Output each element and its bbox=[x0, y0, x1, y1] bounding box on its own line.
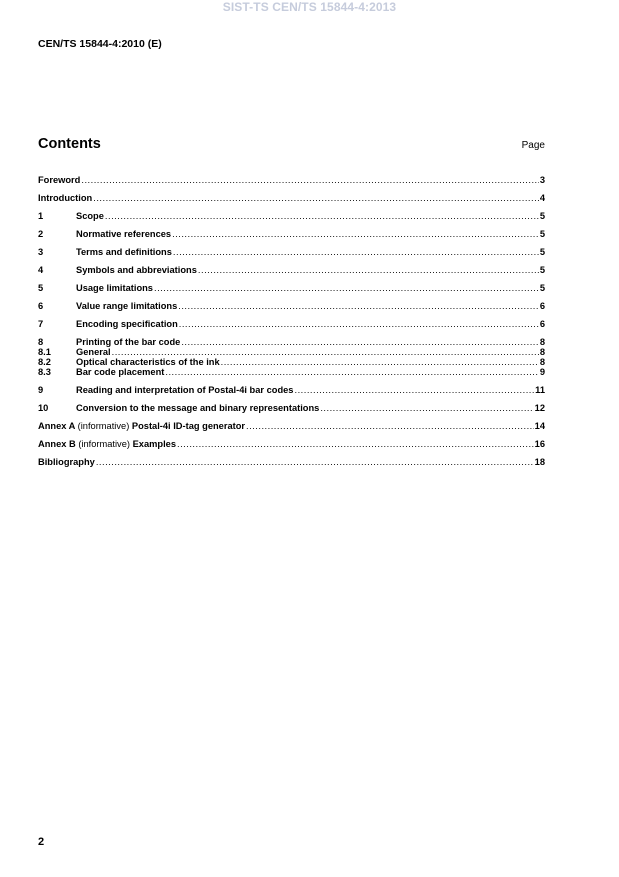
toc-entry-title: Printing of the bar code bbox=[76, 337, 181, 347]
toc-entry-number: 4 bbox=[38, 265, 44, 275]
toc-entry-number: 7 bbox=[38, 319, 44, 329]
toc-entry-bar-code-placement[interactable] bbox=[38, 367, 545, 377]
toc-entry-terms-and-definitions[interactable] bbox=[38, 247, 545, 257]
footer-page-number: 2 bbox=[38, 836, 45, 848]
toc-entry-title: Scope bbox=[76, 211, 104, 221]
dot-leader bbox=[112, 347, 539, 357]
dot-leader bbox=[198, 265, 539, 275]
annex-qualifier: (informative) bbox=[78, 439, 130, 449]
toc-entry-page: 11 bbox=[535, 385, 545, 395]
toc-entry-title: Usage limitations bbox=[76, 283, 153, 293]
toc-entry-page: 12 bbox=[534, 403, 545, 413]
toc-entry-page: 6 bbox=[539, 301, 545, 311]
dot-leader bbox=[181, 337, 538, 347]
toc-entry-title: Bar code placement bbox=[76, 367, 165, 377]
toc-entry-title: Foreword bbox=[38, 175, 81, 185]
toc-entry-title: General bbox=[76, 347, 111, 357]
toc-entry-page: 9 bbox=[539, 367, 545, 377]
dot-leader bbox=[105, 211, 539, 221]
toc-entry-page: 8 bbox=[539, 337, 545, 347]
toc-entry-number: 8 bbox=[38, 337, 44, 347]
dot-leader bbox=[93, 193, 539, 203]
dot-leader bbox=[81, 175, 538, 185]
toc-entry-title: Bibliography bbox=[38, 457, 95, 467]
dot-leader bbox=[221, 357, 539, 367]
annex-subtitle: Examples bbox=[132, 439, 176, 449]
annex-label: Annex A bbox=[38, 421, 76, 431]
toc-entry-page: 3 bbox=[539, 175, 545, 185]
toc-entry-page: 4 bbox=[539, 193, 545, 203]
document-id: CEN/TS 15844-4:2010 (E) bbox=[38, 38, 162, 50]
annex-label: Annex B bbox=[38, 439, 76, 449]
dot-leader bbox=[96, 457, 534, 467]
toc-entry-number: 5 bbox=[38, 283, 44, 293]
dot-leader bbox=[154, 283, 539, 293]
toc-entry-bibliography[interactable] bbox=[38, 457, 545, 467]
toc-entry-page: 6 bbox=[539, 319, 545, 329]
toc-entry-page: 5 bbox=[539, 247, 545, 257]
toc-entry-page: 5 bbox=[539, 229, 545, 239]
toc-entry-page: 14 bbox=[534, 421, 545, 431]
dot-leader bbox=[246, 421, 534, 431]
dot-leader bbox=[177, 439, 534, 449]
dot-leader bbox=[320, 403, 533, 413]
toc-entry-annex-a[interactable] bbox=[38, 421, 545, 431]
toc-entry-number: 6 bbox=[38, 301, 44, 311]
toc-entry-number: 3 bbox=[38, 247, 44, 257]
toc-entry-encoding-specification[interactable] bbox=[38, 319, 545, 329]
toc-entry-number: 10 bbox=[38, 403, 49, 413]
toc-entry-title bbox=[38, 439, 176, 449]
toc-entry-number: 2 bbox=[38, 229, 44, 239]
dot-leader bbox=[165, 367, 538, 377]
toc-entry-page: 18 bbox=[534, 457, 545, 467]
annex-qualifier: (informative) bbox=[77, 421, 130, 431]
page-column-label: Page bbox=[521, 140, 545, 151]
toc-entry-title: Encoding specification bbox=[76, 319, 178, 329]
toc-entry-title: Symbols and abbreviations bbox=[76, 265, 197, 275]
toc-entry-normative-references[interactable] bbox=[38, 229, 545, 239]
toc-entry-title bbox=[38, 421, 245, 431]
toc-entry-number: 8.2 bbox=[38, 357, 51, 367]
dot-leader bbox=[178, 301, 539, 311]
annex-subtitle: Postal-4i ID-tag generator bbox=[131, 421, 246, 431]
toc-entry-title: Reading and interpretation of Postal-4i bar codes bbox=[76, 385, 294, 395]
toc-entry-number: 1 bbox=[38, 211, 44, 221]
toc-entry-title: Optical characteristics of the ink bbox=[76, 357, 220, 367]
toc-entry-title: Introduction bbox=[38, 193, 93, 203]
toc-entry-printing-of-the-bar-code[interactable] bbox=[38, 337, 545, 347]
toc-entry-number: 8.3 bbox=[38, 367, 51, 377]
toc-entry-usage-limitations[interactable] bbox=[38, 283, 545, 293]
toc-entry-scope[interactable] bbox=[38, 211, 545, 221]
toc-entry-optical-characteristics[interactable] bbox=[38, 357, 545, 367]
dot-leader bbox=[179, 319, 539, 329]
toc-entry-page: 5 bbox=[539, 265, 545, 275]
watermark: SIST-TS CEN/TS 15844-4:2013 bbox=[222, 0, 397, 14]
toc-entry-value-range-limitations[interactable] bbox=[38, 301, 545, 311]
toc-entry-title: Value range limitations bbox=[76, 301, 178, 311]
toc-entry-foreword[interactable] bbox=[38, 175, 545, 185]
dot-leader bbox=[294, 385, 534, 395]
dot-leader bbox=[172, 229, 539, 239]
toc-entry-annex-b[interactable] bbox=[38, 439, 545, 449]
table-of-contents bbox=[38, 175, 545, 467]
toc-entry-conversion[interactable] bbox=[38, 403, 545, 413]
toc-entry-number: 8.1 bbox=[38, 347, 51, 357]
contents-heading: Contents bbox=[38, 136, 101, 152]
toc-entry-page: 8 bbox=[539, 357, 545, 367]
toc-entry-introduction[interactable] bbox=[38, 193, 545, 203]
dot-leader bbox=[173, 247, 539, 257]
toc-entry-general[interactable] bbox=[38, 347, 545, 357]
toc-entry-page: 8 bbox=[539, 347, 545, 357]
toc-entry-page: 16 bbox=[534, 439, 545, 449]
toc-entry-title: Terms and definitions bbox=[76, 247, 172, 257]
toc-entry-page: 5 bbox=[539, 211, 545, 221]
toc-entry-symbols-and-abbreviations[interactable] bbox=[38, 265, 545, 275]
toc-entry-title: Normative references bbox=[76, 229, 172, 239]
toc-entry-page: 5 bbox=[539, 283, 545, 293]
toc-entry-number: 9 bbox=[38, 385, 44, 395]
toc-entry-title: Conversion to the message and binary representations bbox=[76, 403, 320, 413]
toc-entry-reading-and-interpretation[interactable] bbox=[38, 385, 545, 395]
